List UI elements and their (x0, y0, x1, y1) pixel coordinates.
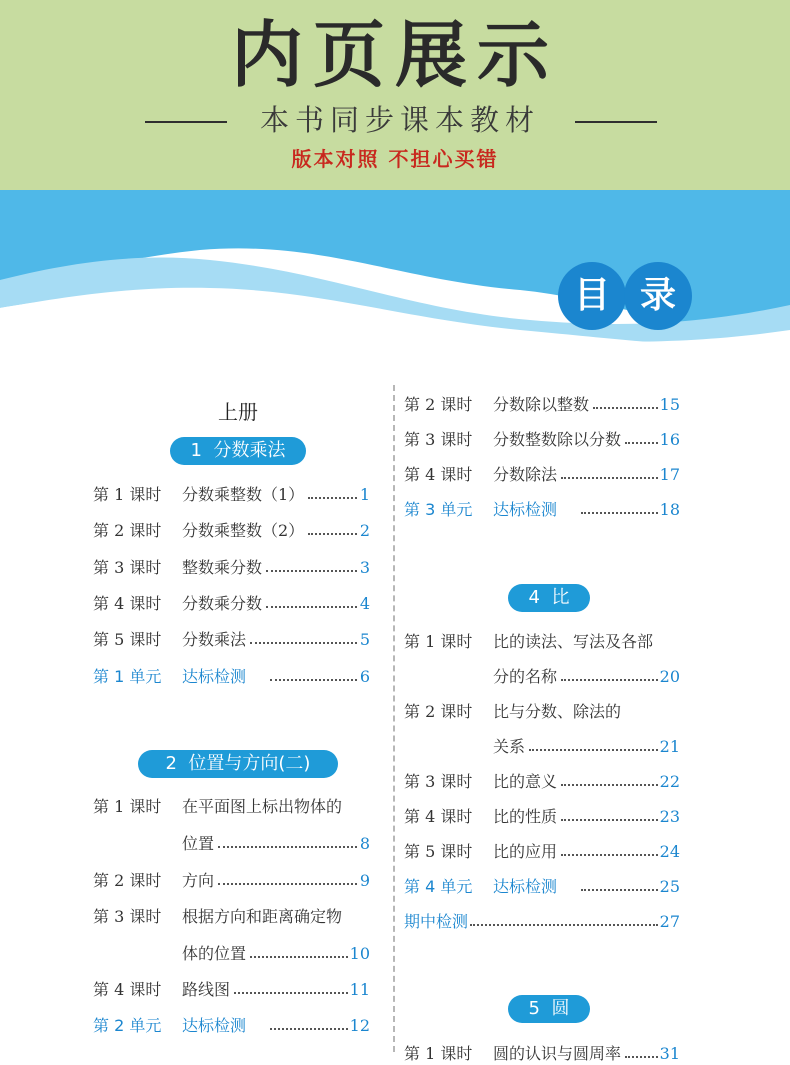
toc-page-number: 17 (659, 465, 680, 484)
toc-lesson-label: 第 4 课时 (93, 980, 162, 999)
toc-page-number: 11 (349, 980, 370, 999)
toc-lesson-label: 第 3 课时 (404, 772, 473, 791)
toc-badge-char: 目 (558, 262, 626, 330)
toc-title: 分数乘整数（2） (182, 521, 305, 540)
toc-leader-dots (561, 677, 658, 681)
toc-title: 关系 (493, 737, 526, 756)
toc-lesson-label: 第 3 课时 (93, 907, 162, 926)
toc-lesson-label: 第 4 课时 (404, 807, 473, 826)
toc-leader-dots (581, 510, 658, 514)
page-title: 内页展示 (230, 13, 559, 97)
toc-entry (0, 701, 790, 723)
toc-lesson-label: 第 1 课时 (93, 485, 162, 504)
divider-line-right (575, 121, 657, 123)
toc-page-number: 23 (659, 807, 680, 826)
toc-leader-dots (561, 475, 658, 479)
toc-title: 方向 (182, 871, 215, 890)
toc-title: 根据方向和距离确定物 (182, 907, 343, 926)
toc-lesson-label: 第 1 课时 (404, 632, 473, 651)
toc-entry (0, 631, 790, 653)
toc-title: 分数乘整数（1） (182, 485, 305, 504)
toc-page-number: 15 (659, 395, 680, 414)
toc-page-number: 20 (659, 667, 680, 686)
toc-title: 体的位置 (182, 944, 247, 963)
toc-leader-dots (470, 922, 658, 926)
toc-entry (0, 429, 790, 451)
toc-page-number: 22 (659, 772, 680, 791)
toc-page-number: 16 (659, 430, 680, 449)
toc-entry (0, 736, 790, 758)
toc-leader-dots (270, 1026, 348, 1030)
toc-page-number: 4 (359, 594, 370, 613)
toc-lesson-label: 第 4 单元 (404, 877, 473, 896)
toc-page-number: 8 (359, 834, 370, 853)
unit-heading: 5 圆 (508, 995, 590, 1023)
toc-title: 分数除法 (493, 465, 558, 484)
toc-leader-dots (529, 747, 658, 751)
toc-lesson-label: 期中检测 (404, 912, 469, 931)
toc-title: 整数乘分数 (182, 558, 263, 577)
toc-lesson-label: 第 1 课时 (404, 1044, 473, 1063)
toc-title: 位置 (182, 834, 215, 853)
toc-title: 分数除以整数 (493, 395, 590, 414)
volume-heading: 上册 (218, 400, 258, 424)
toc-title: 分数乘分数 (182, 594, 263, 613)
toc-title: 比的应用 (493, 842, 558, 861)
toc-entry (0, 464, 790, 486)
toc-title: 达标检测 (493, 500, 558, 519)
toc-entry (0, 593, 790, 615)
toc-page-number: 18 (659, 500, 680, 519)
toc-page-number: 27 (659, 912, 680, 931)
toc-title: 分的名称 (493, 667, 558, 686)
toc-lesson-label: 第 3 课时 (93, 558, 162, 577)
toc-lesson-label: 第 2 课时 (404, 395, 473, 414)
toc-lesson-label: 第 1 课时 (93, 797, 162, 816)
toc-lesson-label: 第 3 单元 (404, 500, 473, 519)
unit-heading: 2 位置与方向(二) (138, 750, 338, 778)
toc-leader-dots (561, 852, 658, 856)
toc-page-number: 10 (349, 944, 370, 963)
toc-entry (0, 806, 790, 828)
toc-title: 分数整数除以分数 (493, 430, 622, 449)
toc-page-number: 25 (659, 877, 680, 896)
toc-title: 比的读法、写法及各部 (493, 632, 654, 651)
toc-leader-dots (561, 817, 658, 821)
toc-lesson-label: 第 5 课时 (404, 842, 473, 861)
toc-lesson-label: 第 3 课时 (404, 430, 473, 449)
toc-title: 比与分数、除法的 (493, 702, 622, 721)
toc-entry (0, 841, 790, 863)
toc-entry (0, 394, 790, 416)
toc-entry (0, 520, 790, 542)
toc-page-number: 3 (359, 558, 370, 577)
toc-page-number: 9 (359, 871, 370, 890)
toc-page-number: 21 (659, 737, 680, 756)
toc-lesson-label: 第 1 单元 (93, 667, 162, 686)
toc-lesson-label: 第 2 课时 (93, 521, 162, 540)
header-banner (0, 0, 790, 190)
toc-entry (0, 876, 790, 898)
toc-title: 比的意义 (493, 772, 558, 791)
toc-leader-dots (593, 405, 658, 409)
unit-heading: 1 分数乘法 (170, 437, 306, 465)
unit-heading: 4 比 (508, 584, 590, 612)
toc-title: 达标检测 (182, 1016, 247, 1035)
toc-entry (0, 1015, 790, 1037)
divider-line-left (145, 121, 227, 123)
version-note: 版本对照 不担心买错 (291, 147, 499, 171)
toc-title: 圆的认识与圆周率 (493, 1044, 622, 1063)
toc-title: 比的性质 (493, 807, 558, 826)
toc-entry (0, 943, 790, 965)
toc-entry (0, 557, 790, 579)
toc-leader-dots (234, 990, 348, 994)
toc-title: 达标检测 (182, 667, 247, 686)
toc-title: 分数乘法 (182, 630, 247, 649)
toc-page-number: 12 (349, 1016, 370, 1035)
toc-page-number: 1 (359, 485, 370, 504)
toc-lesson-label: 第 5 课时 (93, 630, 162, 649)
toc-entry (0, 771, 790, 793)
toc-entry (0, 666, 790, 688)
toc-page-number: 5 (359, 630, 370, 649)
toc-entry (0, 499, 790, 521)
toc-leader-dots (581, 887, 658, 891)
toc-title: 在平面图上标出物体的 (182, 797, 343, 816)
toc-page-number: 31 (659, 1044, 680, 1063)
toc-lesson-label: 第 2 单元 (93, 1016, 162, 1035)
toc-lesson-label: 第 4 课时 (93, 594, 162, 613)
toc-leader-dots (250, 954, 348, 958)
toc-page-number: 2 (359, 521, 370, 540)
toc-entry (0, 1043, 790, 1065)
toc-lesson-label: 第 2 课时 (93, 871, 162, 890)
toc-page-number: 6 (359, 667, 370, 686)
toc-title: 路线图 (182, 980, 231, 999)
toc-title: 达标检测 (493, 877, 558, 896)
toc-entry (0, 979, 790, 1001)
toc-lesson-label: 第 4 课时 (404, 465, 473, 484)
toc-leader-dots (561, 782, 658, 786)
toc-lesson-label: 第 2 课时 (404, 702, 473, 721)
toc-badge-char: 录 (624, 262, 692, 330)
toc-page-number: 24 (659, 842, 680, 861)
toc-entry (0, 911, 790, 933)
page-subtitle: 本书同步课本教材 (259, 103, 540, 137)
